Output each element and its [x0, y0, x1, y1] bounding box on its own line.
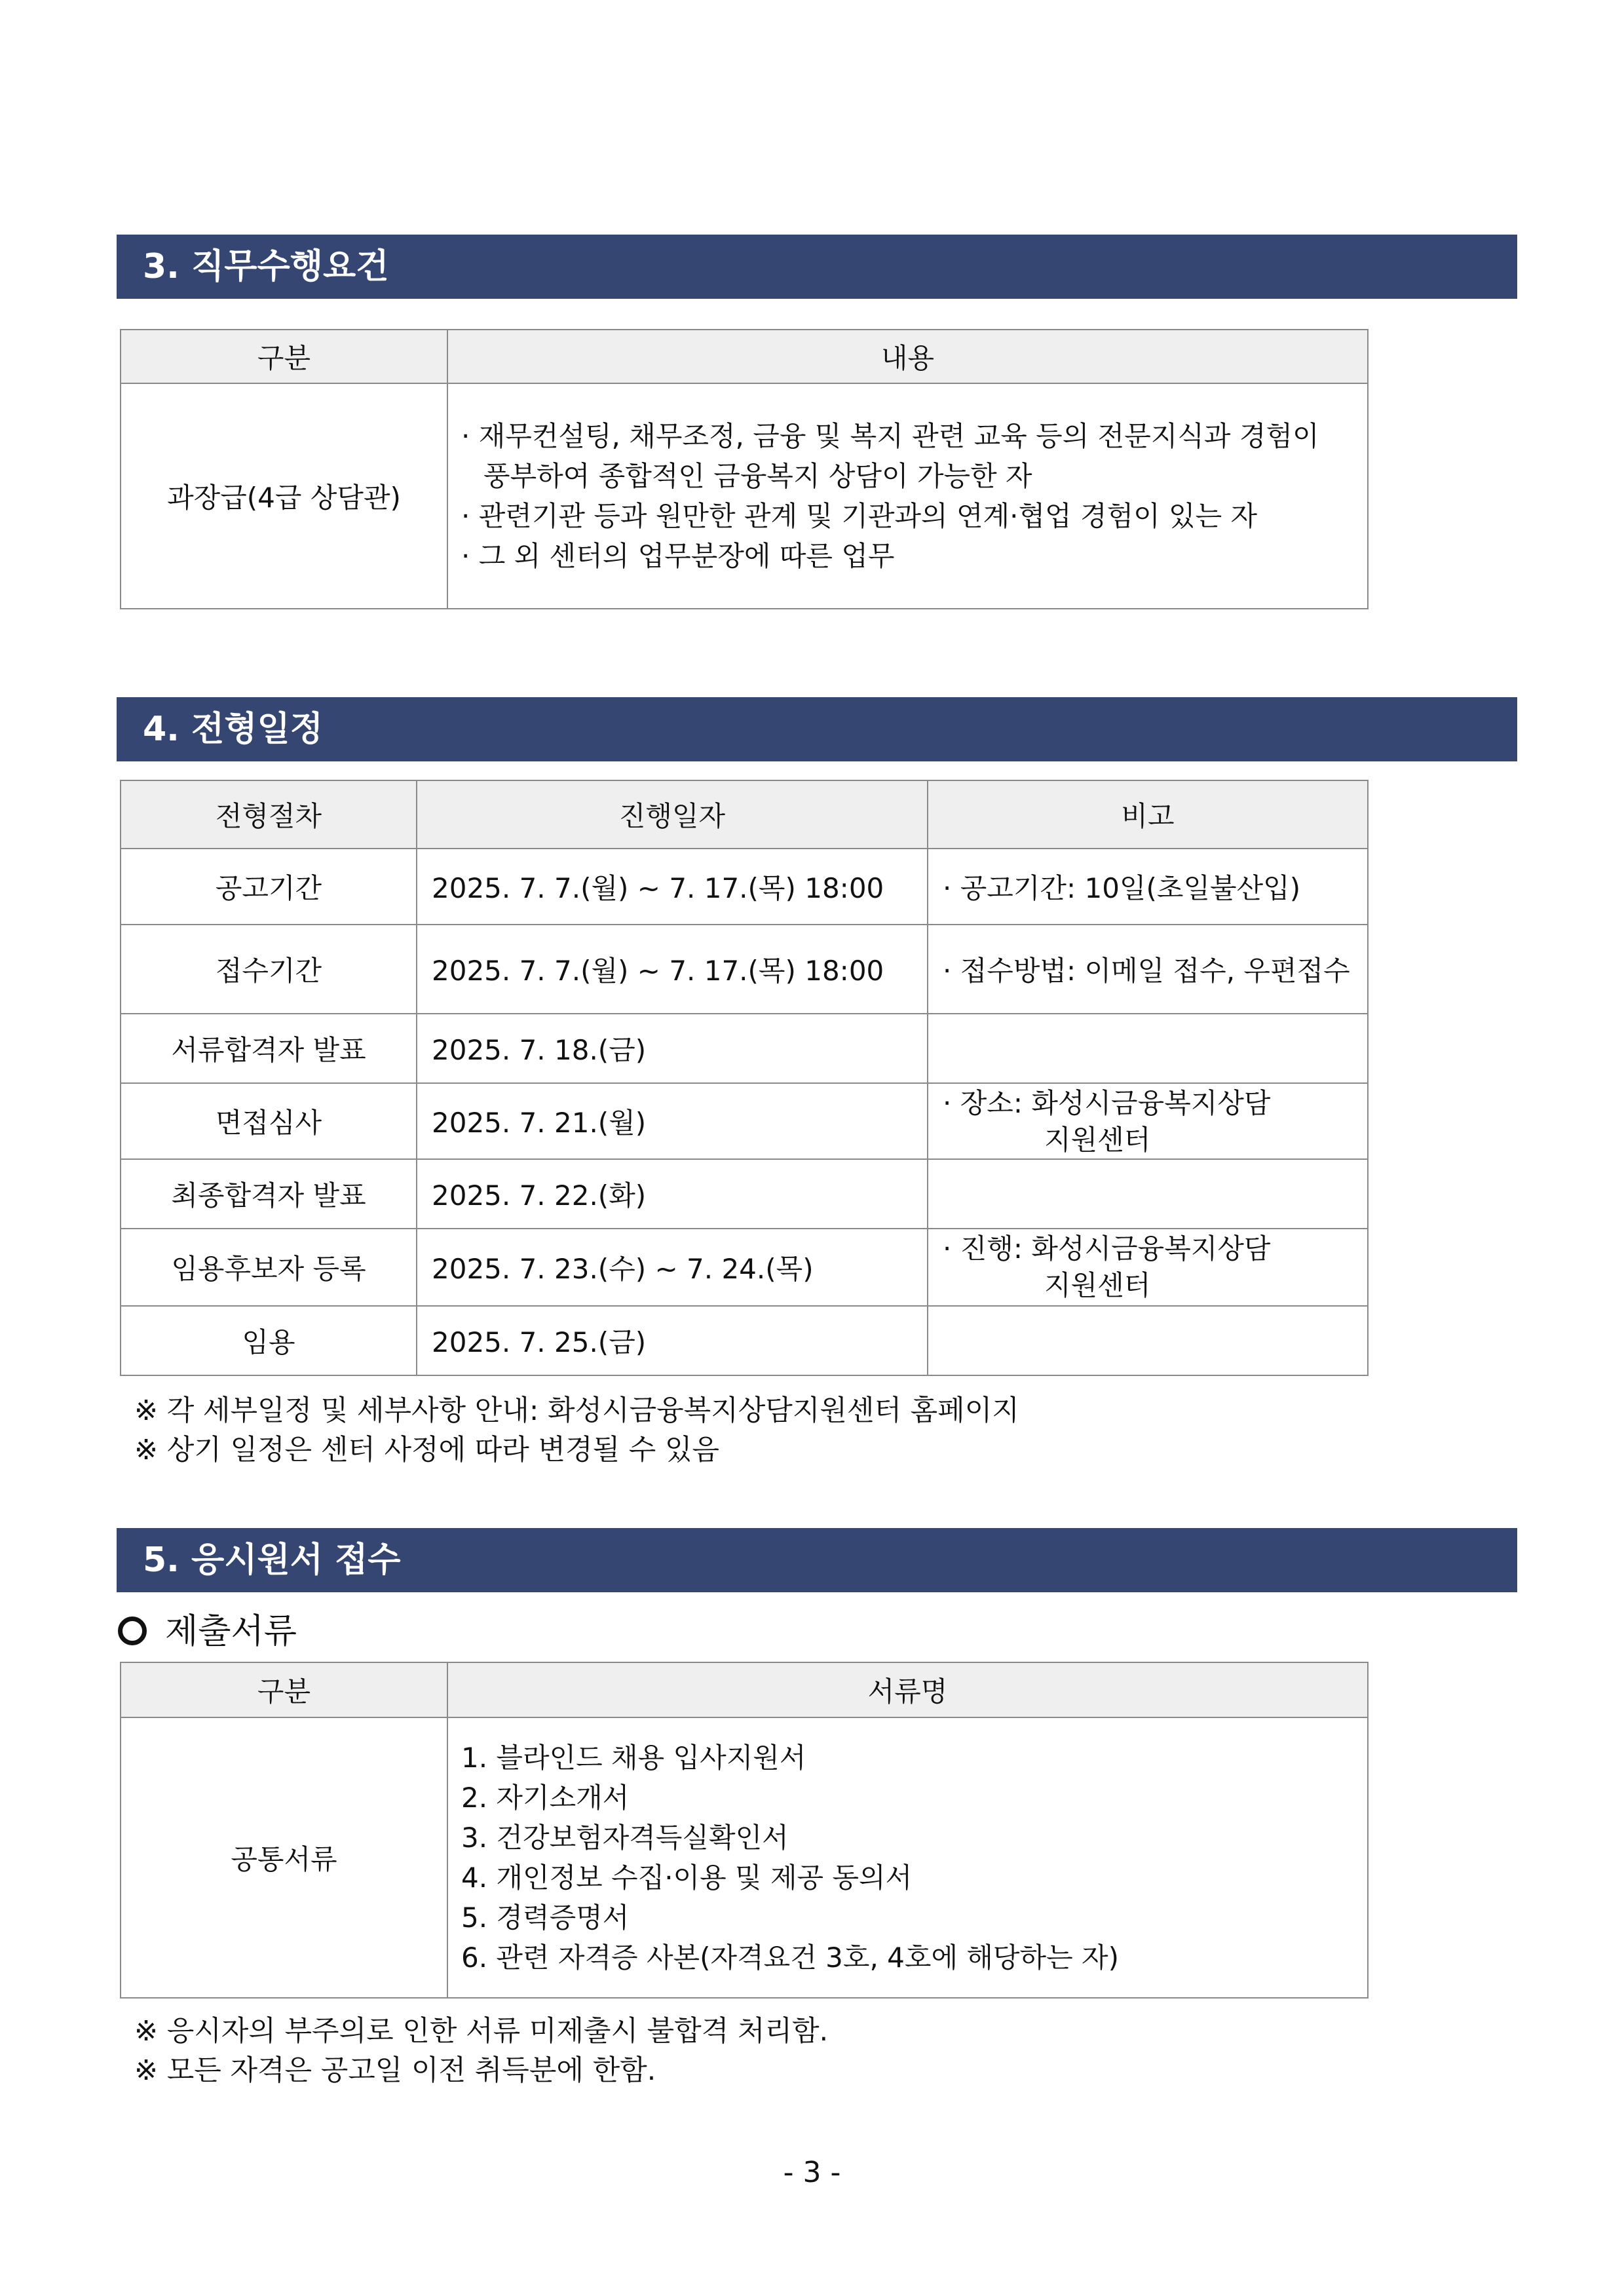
documents-cell [447, 1717, 1368, 1998]
date-cell: 2025. 7. 23.(수) ~ 7. 24.(목) [417, 1229, 928, 1306]
note-cell [928, 1306, 1368, 1375]
document-item: 1. 블라인드 채용 입사지원서 [461, 1742, 806, 1774]
note-line-cont: 지원센터 [1044, 1269, 1151, 1301]
schedule-note: ※ 각 세부일정 및 세부사항 안내: 화성시금융복지상담지원센터 홈페이지 [134, 1394, 1019, 1427]
table-row [121, 1014, 1368, 1083]
date-cell: 2025. 7. 22.(화) [417, 1159, 928, 1229]
step-cell: 면접심사 [121, 1083, 417, 1159]
document-notes [134, 2012, 828, 2090]
note-line: · 장소: 화성시금융복지상담 [943, 1087, 1271, 1119]
table-row [121, 1306, 1368, 1375]
header-docname: 서류명 [447, 1662, 1368, 1717]
header-category: 구분 [121, 1662, 447, 1717]
section-4-title: 4. 전형일정 [117, 697, 1517, 761]
submission-docs-heading [118, 1603, 297, 1653]
note-cell [928, 1229, 1368, 1306]
table-row [121, 1229, 1368, 1306]
document-note: ※ 응시자의 부주의로 인한 서류 미제출시 불합격 처리함. [134, 2015, 829, 2048]
document-note: ※ 모든 자격은 공고일 이전 취득분에 한함. [134, 2054, 656, 2087]
hollow-circle-icon [118, 1617, 147, 1645]
header-step: 전형절차 [121, 780, 417, 849]
document-item: 4. 개인정보 수집·이용 및 제공 동의서 [461, 1862, 913, 1894]
document-item: 2. 자기소개서 [461, 1782, 630, 1814]
requirement-item-cont: 풍부하여 종합적인 금융복지 상담이 가능한 자 [483, 460, 1032, 492]
note-line: · 진행: 화성시금융복지상담 [943, 1233, 1271, 1265]
category-cell: 공통서류 [121, 1717, 447, 1998]
step-cell: 최종합격자 발표 [121, 1159, 417, 1229]
step-cell: 서류합격자 발표 [121, 1014, 417, 1083]
date-cell: 2025. 7. 25.(금) [417, 1306, 928, 1375]
table-row [121, 925, 1368, 1014]
note-cell: · 공고기간: 10일(초일불산입) [928, 849, 1368, 925]
requirement-item: · 관련기관 등과 원만한 관계 및 기관과의 연계·협업 경험이 있는 자 [461, 500, 1258, 532]
section-3-title: 3. 직무수행요건 [117, 235, 1517, 299]
category-cell: 과장급(4급 상담관) [121, 383, 447, 609]
requirements-cell [447, 383, 1368, 609]
note-cell [928, 1014, 1368, 1083]
header-category: 구분 [121, 330, 447, 383]
note-line-cont: 지원센터 [1044, 1124, 1151, 1156]
schedule-table [120, 780, 1369, 1376]
schedule-notes [134, 1391, 1019, 1470]
header-note: 비고 [928, 780, 1368, 849]
table-row [121, 849, 1368, 925]
note-cell [928, 1159, 1368, 1229]
date-cell: 2025. 7. 21.(월) [417, 1083, 928, 1159]
note-cell: · 접수방법: 이메일 접수, 우편접수 [928, 925, 1368, 1014]
page-number: - 3 - [783, 2156, 841, 2189]
step-cell: 접수기간 [121, 925, 417, 1014]
header-date: 진행일자 [417, 780, 928, 849]
requirement-item: · 재무컨설팅, 채무조정, 금융 및 복지 관련 교육 등의 전문지식과 경험이 [461, 420, 1319, 452]
header-content: 내용 [447, 330, 1368, 383]
subtitle-text: 제출서류 [165, 1612, 297, 1651]
documents-table [120, 1662, 1369, 1999]
document-item: 5. 경력증명서 [461, 1902, 630, 1934]
document-item: 6. 관련 자격증 사본(자격요건 3호, 4호에 해당하는 자) [461, 1942, 1119, 1974]
job-requirements-table [120, 329, 1369, 609]
date-cell: 2025. 7. 18.(금) [417, 1014, 928, 1083]
table-row [121, 1083, 1368, 1159]
step-cell: 임용 [121, 1306, 417, 1375]
section-5-title: 5. 응시원서 접수 [117, 1528, 1517, 1592]
table-row [121, 1159, 1368, 1229]
schedule-note: ※ 상기 일정은 센터 사정에 따라 변경될 수 있음 [134, 1434, 720, 1466]
step-cell: 공고기간 [121, 849, 417, 925]
document-item: 3. 건강보험자격득실확인서 [461, 1822, 789, 1854]
date-cell: 2025. 7. 7.(월) ~ 7. 17.(목) 18:00 [417, 925, 928, 1014]
date-cell: 2025. 7. 7.(월) ~ 7. 17.(목) 18:00 [417, 849, 928, 925]
step-cell: 임용후보자 등록 [121, 1229, 417, 1306]
note-cell [928, 1083, 1368, 1159]
requirement-item: · 그 외 센터의 업무분장에 따른 업무 [461, 540, 895, 572]
